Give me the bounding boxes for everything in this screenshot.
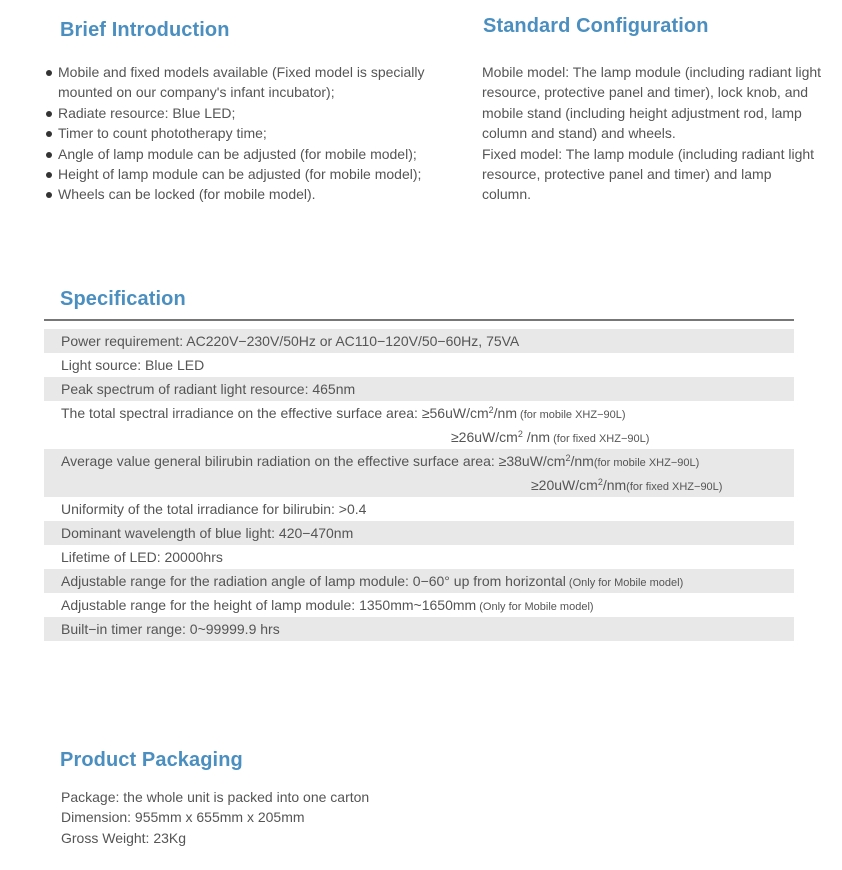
bullet-icon	[46, 111, 52, 117]
spec-row-lifetime: Lifetime of LED: 20000hrs	[61, 549, 223, 565]
list-item: Wheels can be locked (for mobile model).	[44, 184, 464, 204]
product-packaging-text	[61, 787, 369, 848]
product-packaging-heading: Product Packaging	[60, 749, 243, 771]
spec-row-height-range: Adjustable range for the height of lamp module: 1350mm~1650mm (Only for Mobile model)	[61, 597, 594, 613]
spec-row-average-bilirubin: Average value general bilirubin radiation on the effective surface area: $\ge 38uW/cm^2/nm(for$ mobile XHZ−90L) $\ge 20uW/cm^2/nm(for$ fixed XHZ−90L)	[44, 449, 794, 497]
standard-configuration-heading: Standard Configuration	[483, 15, 709, 37]
list-item: Height of lamp module can be adjusted (for mobile model);	[44, 164, 464, 184]
bullet-icon	[46, 131, 52, 137]
spec-row-average-bilirubin-fixed: $\ge 20uW/cm^2/nm(for$ fixed XHZ−90L)	[531, 477, 723, 493]
brief-introduction-heading: Brief Introduction	[60, 19, 230, 41]
spec-row-power: Power requirement: AC220V−230V/50Hz or AC110−120V/50−60Hz, 75VA	[44, 329, 794, 353]
mobile-model-config: Mobile model: The lamp module (including radiant light resource, protective panel and timer), lock knob, and mobile stand (including height adjustment rod, lamp column and stand) and wheels.	[482, 64, 822, 142]
spec-row-peak-spectrum: Peak spectrum of radiant light resource: 465nm	[44, 377, 794, 401]
spec-row-dominant-wavelength: Dominant wavelength of blue light: 420−470nm	[44, 521, 794, 545]
specification-heading: Specification	[60, 288, 186, 310]
list-item: Radiate resource: Blue LED;	[44, 103, 464, 123]
standard-configuration-text	[482, 62, 822, 205]
brief-introduction-list	[44, 62, 464, 205]
spec-row-total-irradiance: The total spectral irradiance on the effective surface area: $\ge 56uW/cm^2/nm$ (for mobile XHZ−90L) $\ge 26uW/cm^2$ /nm (for fixed XHZ−90L)	[44, 401, 794, 449]
fixed-model-config: Fixed model: The lamp module (including radiant light resource, protective panel and timer) and lamp column.	[482, 145, 815, 203]
spec-row-light-source: Light source: Blue LED	[61, 357, 205, 373]
spec-row-angle-range: Adjustable range for the radiation angle of lamp module: 0−60° up from horizontal (Only for Mobile model)	[44, 569, 794, 593]
specification-divider	[44, 319, 794, 321]
list-item: Angle of lamp module can be adjusted (for mobile model);	[44, 144, 464, 164]
bullet-icon	[46, 152, 52, 158]
bullet-icon	[46, 192, 52, 198]
dimension-line: Dimension: 955mm x 655mm x 205mm	[61, 809, 305, 826]
gross-weight-line: Gross Weight: 23Kg	[61, 829, 187, 846]
bullet-icon	[46, 70, 52, 76]
specification-table	[44, 329, 794, 641]
spec-row-total-irradiance-fixed: $\ge 26uW/cm^2$ /nm (for fixed XHZ−90L)	[451, 429, 650, 445]
spec-row-timer-range: Built−in timer range: 0~99999.9 hrs	[44, 617, 794, 641]
package-line: Package: the whole unit is packed into one carton	[61, 789, 370, 805]
bullet-icon	[46, 172, 52, 178]
spec-row-uniformity: Uniformity of the total irradiance for bilirubin: >0.4	[61, 501, 367, 517]
list-item: Mobile and fixed models available (Fixed model is specially mounted on our company's infant incubator);	[44, 62, 464, 103]
list-item: Timer to count phototherapy time;	[44, 123, 464, 143]
